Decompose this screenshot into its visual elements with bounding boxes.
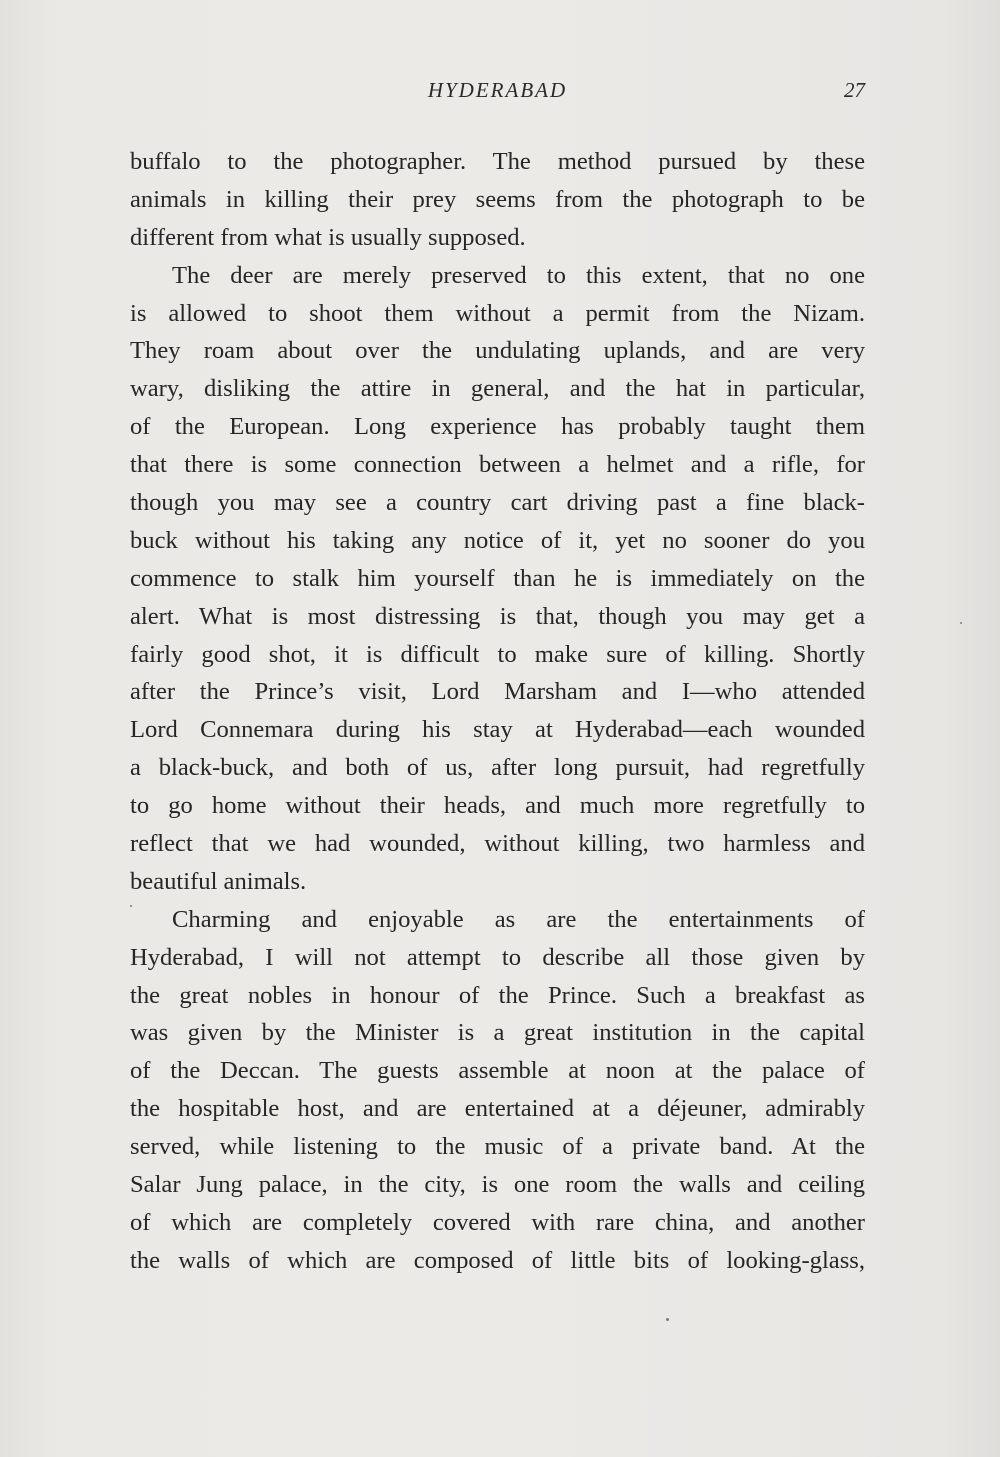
running-head [130,78,865,108]
page-number: 27 [844,78,865,102]
text-line: is allowed to shoot them without a permit from the Nizam. [130,299,865,327]
text-line: served, while listening to the music of a private band. At the [130,1133,865,1161]
text-line: was given by the Minister is a great institution in the capital [130,1019,865,1047]
text-line: of the European. Long experience has probably taught them [130,413,865,441]
text-line: the hospitable host, and are entertained at a déjeuner, admirably [130,1095,865,1123]
running-title: HYDERABAD [427,78,568,102]
text-line: alert. What is most distressing is that, though you may get a [130,602,865,630]
text-line: of which are completely covered with rare china, and another [130,1208,865,1236]
paper-speck [130,905,132,907]
paper-speck [666,1318,669,1321]
text-line: a black-buck, and both of us, after long pursuit, had regretfully [130,754,865,782]
paper-speck [960,622,962,624]
text-line: animals in killing their prey seems from the photograph to be [130,185,865,213]
text-line: Charming and enjoyable as are the entertainments of [172,905,865,933]
text-line: beautiful animals. [130,867,307,895]
text-line: Salar Jung palace, in the city, is one room the walls and ceiling [130,1171,865,1199]
text-line: Lord Connemara during his stay at Hyderabad—each wounded [130,716,865,744]
text-line: buffalo to the photographer. The method pursued by these [130,148,865,175]
text-line: reflect that we had wounded, without killing, two harmless and [130,830,865,858]
text-line: though you may see a country cart driving past a fine black- [130,489,865,517]
text-line: fairly good shot, it is difficult to make sure of killing. Shortly [130,640,865,668]
text-line: the walls of which are composed of little bits of looking-glass, [130,1246,865,1274]
text-line: after the Prince’s visit, Lord Marsham and I—who attended [130,678,865,706]
text-line: wary, disliking the attire in general, and the hat in particular, [130,375,865,403]
text-line: They roam about over the undulating uplands, and are very [130,337,865,365]
body-text [130,143,865,1280]
text-line: that there is some connection between a helmet and a rifle, for [130,451,865,479]
text-line: buck without his taking any notice of it, yet no sooner do you [130,526,865,554]
text-line: commence to stalk him yourself than he is immediately on the [130,564,865,592]
text-line: of the Deccan. The guests assemble at noon at the palace of [130,1057,865,1085]
text-line: different from what is usually supposed. [130,223,526,251]
text-line: The deer are merely preserved to this extent, that no one [172,261,865,289]
text-line: Hyderabad, I will not attempt to describe all those given by [130,943,865,971]
text-line: the great nobles in honour of the Prince. Such a breakfast as [130,981,865,1009]
text-line: to go home without their heads, and much more regretfully to [130,792,865,820]
